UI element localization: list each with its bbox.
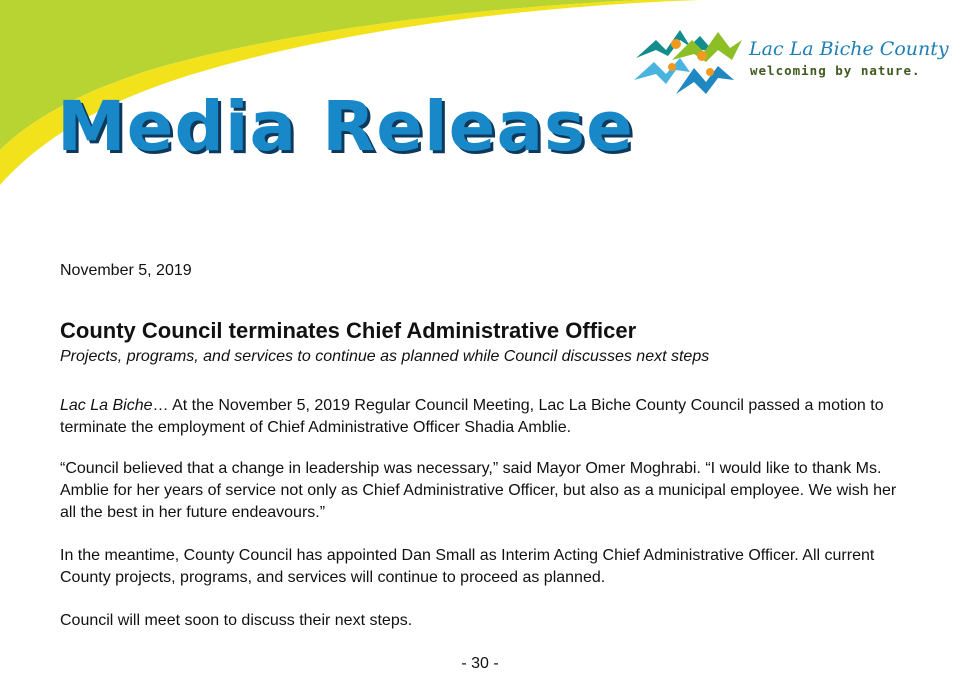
page-end-marker: - 30 -: [461, 655, 499, 672]
paragraph-1: [60, 395, 900, 439]
county-logo-mark-icon: [632, 22, 744, 102]
paragraph-1-text: At the November 5, 2019 Regular Council Meeting, Lac La Biche County Council passed a motion to terminate the employment of Chief Administrative Officer Shadia Amblie.: [60, 397, 884, 436]
paragraph-2-quote: “Council believed that a change in leadership was necessary,” said Mayor Omer Moghrabi. “I would like to thank Ms. Amblie for her years of service not only as Chief Administrative Officer, but also as a municipal employee. We wish her all the best in her future endeavours.”: [60, 460, 897, 521]
county-name: Lac La Biche County: [749, 38, 949, 60]
media-release-heading: Media Release: [57, 87, 634, 167]
release-title: County Council terminates Chief Administrative Officer: [60, 318, 637, 343]
dateline-location: Lac La Biche: [60, 397, 153, 414]
county-tagline: welcoming by nature.: [750, 63, 921, 78]
county-logo: [632, 22, 949, 102]
paragraph-4: Council will meet soon to discuss their next steps.: [60, 612, 413, 629]
paragraph-3: In the meantime, County Council has appointed Dan Small as Interim Acting Chief Administrative Officer. All current County projects, programs, and services will continue to proceed as planned.: [60, 547, 875, 586]
dateline-separator: …: [152, 397, 169, 414]
release-date: November 5, 2019: [60, 262, 192, 279]
release-subtitle: Projects, programs, and services to continue as planned while Council discusses next steps: [60, 348, 710, 365]
